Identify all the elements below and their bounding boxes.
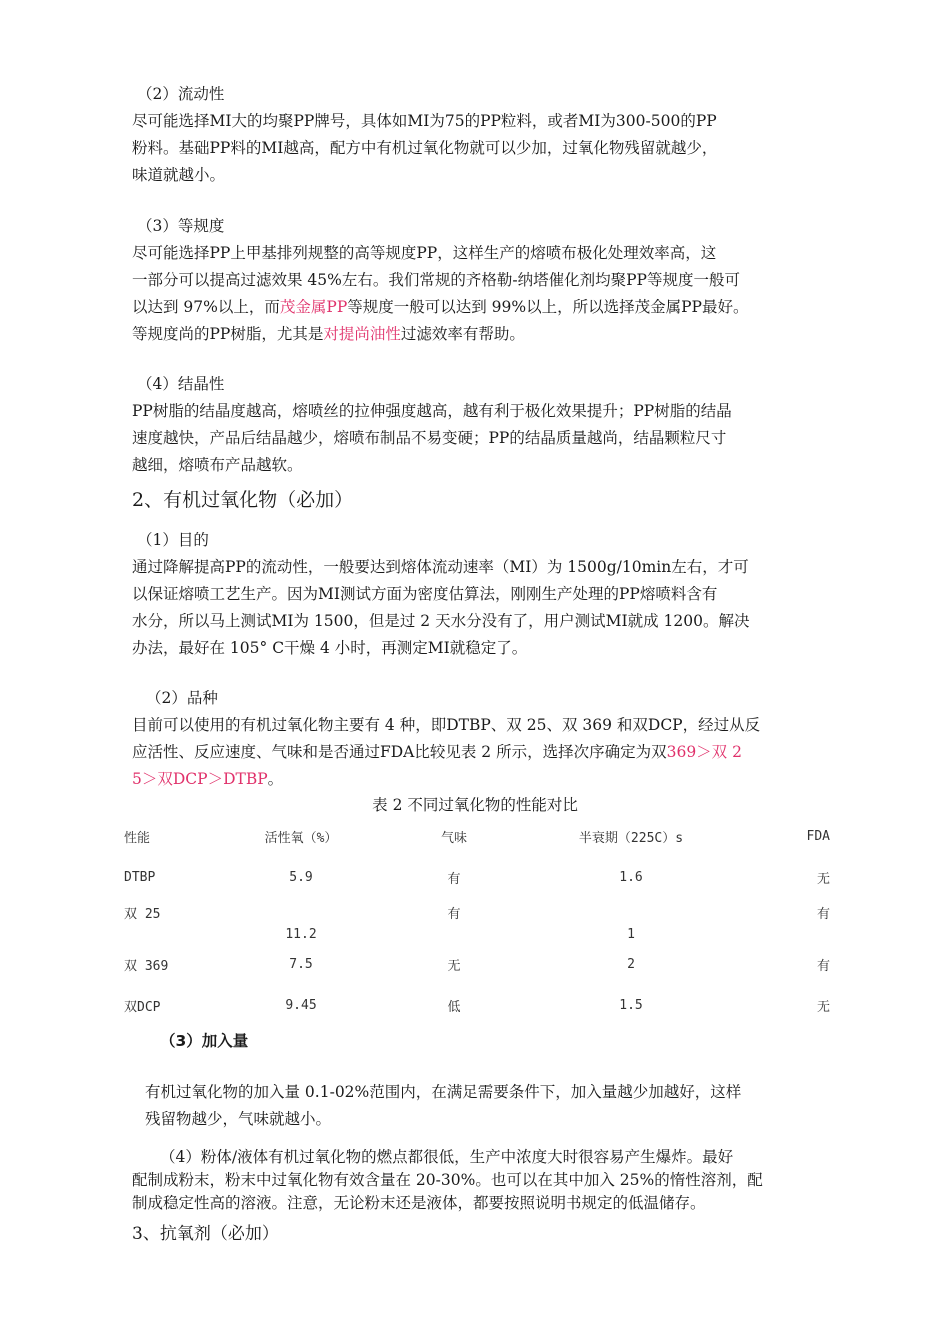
table-cell: 无 — [816, 999, 830, 1015]
isotacticity-line-4-a: 等规度尚的PP树脂，尤其是 — [132, 325, 324, 343]
isotacticity-line-4 — [132, 324, 525, 344]
table-row — [118, 985, 848, 1026]
purpose-line-3: 水分，所以马上测试MI为 1500，但是过 2 天水分没有了，用户测试MI就成 1200。解决 — [132, 612, 750, 630]
table-cell: 低 — [447, 999, 461, 1015]
table-cell: 有 — [816, 907, 830, 923]
table-cell: 双 369 — [124, 958, 169, 974]
table-row — [118, 857, 848, 898]
table-cell: 2 — [627, 956, 635, 972]
fluidity-heading: （2）流动性 — [137, 85, 225, 103]
table-cell: 11.2 — [285, 927, 317, 943]
header-active-oxygen: 活性氧（%） — [264, 830, 338, 846]
header-odor: 气味 — [440, 830, 467, 846]
isotacticity-line-3 — [132, 297, 749, 317]
variety-line-2 — [132, 742, 742, 762]
variety-line-1: 目前可以使用的有机过氧化物主要有 4 种，即DTBP、双 25、双 369 和双DCP，经过从反 — [132, 716, 761, 734]
antioxidant-title: 3、抗氧剂（必加） — [132, 1224, 279, 1244]
amount-line-1: 有机过氧化物的加入量 0.1-02%范围内，在满足需要条件下，加入量越少加越好，这样 — [145, 1083, 742, 1101]
isotacticity-heading: （3）等规度 — [137, 217, 225, 235]
crystallinity-heading: （4）结晶性 — [137, 375, 225, 393]
organic-peroxide-title: 2、有机过氧化物（必加） — [132, 489, 354, 511]
table-cell: DTBP — [124, 869, 156, 885]
table-cell: 1.5 — [619, 997, 643, 1013]
header-property: 性能 — [124, 830, 151, 846]
variety-heading: （2）品种 — [146, 689, 218, 707]
amount-heading: （3）加入量 — [160, 1032, 249, 1050]
table-cell: 有 — [816, 958, 830, 974]
purpose-line-2: 以保证熔喷工艺生产。因为MI测试方面为密度估算法，刚刚生产处理的PP熔喷料含有 — [132, 585, 718, 603]
isotacticity-line-2: 一部分可以提高过滤效果 45%左右。我们常规的齐格勒-纳塔催化剂均聚PP等规度一般可 — [132, 271, 740, 289]
oil-filtration-highlight: 对提尚油性 — [323, 325, 401, 343]
selection-order-highlight-1: 369＞双 2 — [666, 743, 742, 761]
powder-line-1: （4）粉体/液体有机过氧化物的燃点都很低，生产中浓度大时很容易产生爆炸。最好 — [160, 1148, 734, 1166]
table-cell: 5.9 — [289, 869, 313, 885]
peroxide-comparison-table — [118, 816, 848, 1025]
isotacticity-line-4-b: 过滤效率有帮助。 — [400, 325, 525, 343]
fluidity-line-1: 尽可能选择MI大的均聚PP牌号，具体如MI为75的PP粒料，或者MI为300-500的PP — [132, 112, 717, 130]
fluidity-line-3: 味道就越小。 — [132, 166, 226, 184]
isotacticity-line-3-b: 等规度一般可以达到 99%以上，所以选择茂金属PP最好。 — [347, 298, 749, 316]
variety-line-3-b: 。 — [267, 770, 284, 788]
purpose-line-4: 办法，最好在 105° C干燥 4 小时，再测定MI就稳定了。 — [132, 639, 528, 657]
table-cell: 双 25 — [124, 907, 161, 923]
table-cell: 双DCP — [124, 999, 161, 1015]
isotacticity-line-1: 尽可能选择PP上甲基排列规整的高等规度PP，这样生产的熔喷布极化处理效率高，这 — [132, 244, 717, 262]
table-caption: 表 2 不同过氧化物的性能对比 — [372, 796, 578, 814]
powder-line-2: 配制成粉末，粉末中过氧化物有效含量在 20-30%。也可以在其中加入 25%的惰性溶剂，配 — [132, 1171, 763, 1189]
purpose-heading: （1）目的 — [137, 531, 209, 549]
crystallinity-line-3: 越细，熔喷布产品越软。 — [132, 456, 303, 474]
metallocene-pp-highlight: 茂金属PP — [279, 298, 348, 316]
table-header-row — [118, 816, 848, 857]
table-cell: 有 — [447, 907, 461, 923]
table-cell: 9.45 — [285, 997, 317, 1013]
powder-line-3: 制成稳定性高的溶液。注意，无论粉末还是液体，都要按照说明书规定的低温储存。 — [132, 1194, 706, 1212]
crystallinity-line-2: 速度越快，产品后结晶越少，熔喷布制品不易变硬；PP的结晶质量越尚，结晶颗粒尺寸 — [132, 429, 727, 447]
header-half-life: 半衰期（225C）s — [578, 830, 684, 846]
table-cell: 无 — [816, 871, 830, 887]
purpose-line-1: 通过降解提高PP的流动性，一般要达到熔体流动速率（MI）为 1500g/10min左右，才可 — [132, 558, 749, 576]
header-fda: FDA — [806, 828, 830, 844]
table-row — [118, 897, 848, 944]
table-cell: 1 — [627, 927, 635, 943]
variety-line-2-a: 应活性、反应速度、气味和是否通过FDA比较见表 2 所示，选择次序确定为双 — [132, 743, 667, 761]
table-row — [118, 944, 848, 985]
isotacticity-line-3-a: 以达到 97%以上，而 — [132, 298, 280, 316]
fluidity-line-2: 粉料。基础PP料的MI越高，配方中有机过氧化物就可以少加，过氧化物残留就越少， — [132, 139, 718, 157]
variety-line-3 — [132, 769, 283, 789]
selection-order-highlight-2: 5＞双DCP＞DTBP — [132, 770, 268, 788]
table-cell: 无 — [447, 958, 461, 974]
amount-line-2: 残留物越少，气味就越小。 — [145, 1110, 332, 1128]
table-cell: 1.6 — [619, 869, 643, 885]
table-cell: 7.5 — [289, 956, 313, 972]
table-cell: 有 — [447, 871, 461, 887]
crystallinity-line-1: PP树脂的结晶度越高，熔喷丝的拉伸强度越高，越有利于极化效果提升；PP树脂的结晶 — [132, 402, 732, 420]
